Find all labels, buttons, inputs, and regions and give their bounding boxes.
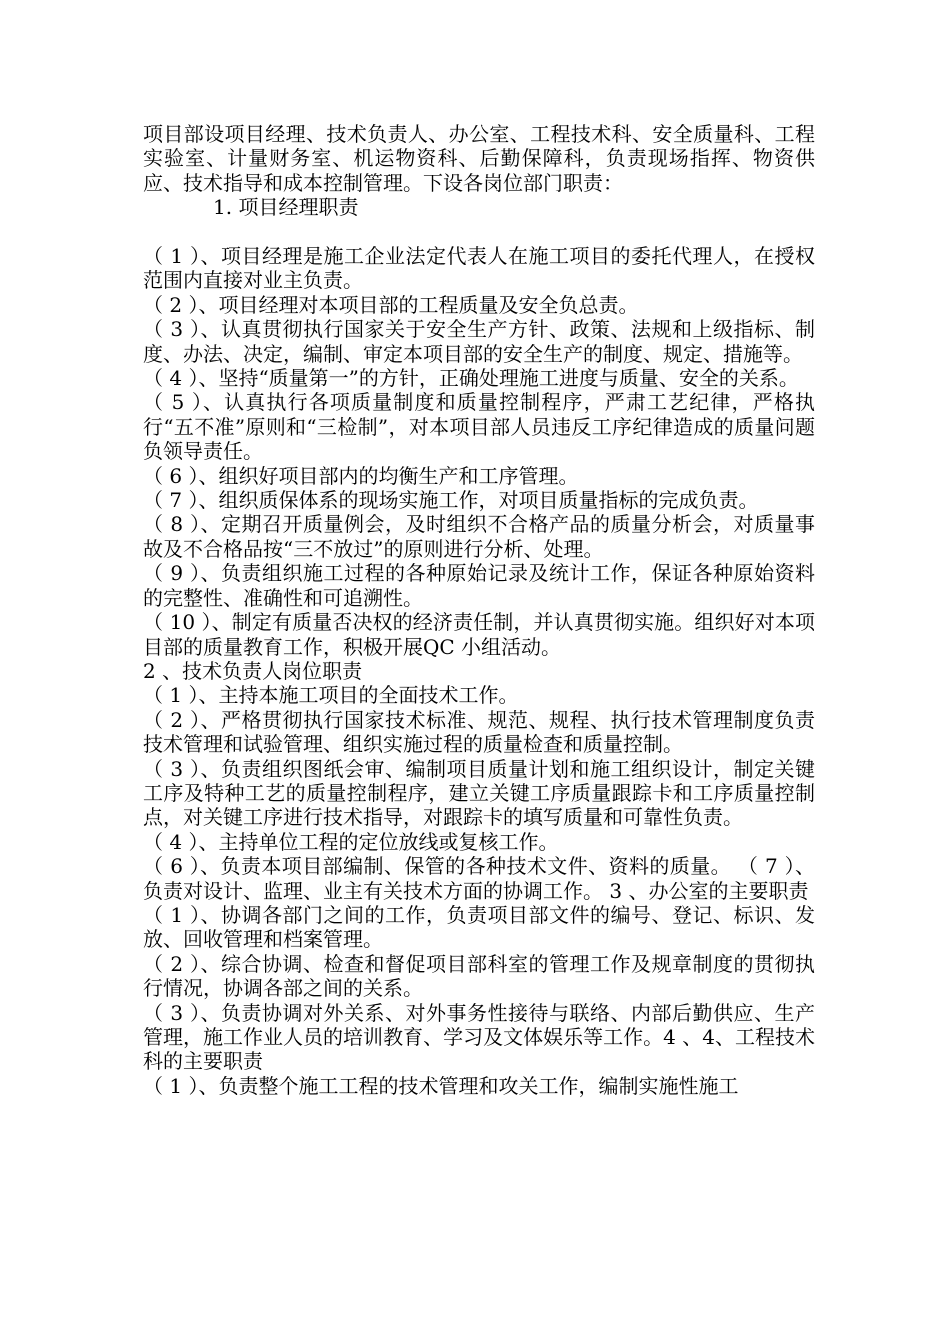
- intro-paragraph: 项目部设项目经理、技术负责人、办公室、工程技术科、安全质量科、工程实验室、计量财务室、机运物资科、后勤保障科，负责现场指挥、物资供应、技术指导和成本控制管理。下设各岗位部门职责：: [143, 122, 815, 195]
- s1-item-9: （ 9 ）、负责组织施工过程的各种原始记录及统计工作，保证各种原始资料的完整性、准确性和可追溯性。: [143, 561, 815, 610]
- s1-item-1: （ 1 ）、项目经理是施工企业法定代表人在施工项目的委托代理人，在授权范围内直接对业主负责。: [143, 244, 815, 293]
- blank-line: [143, 220, 815, 244]
- s1-item-4: （ 4 ）、坚持“质量第一”的方针，正确处理施工进度与质量、安全的关系。: [143, 366, 799, 391]
- s1-item-7: （ 7 ）、组织质保体系的现场实施工作，对项目质量指标的完成负责。: [143, 488, 759, 513]
- s1-item-8: （ 8 ）、定期召开质量例会，及时组织不合格产品的质量分析会，对质量事故及不合格品按“三不放过”的原则进行分析、处理。: [143, 512, 815, 561]
- s4-item-1: （ 1 ）、负责整个施工工程的技术管理和攻关工作，编制实施性施工: [143, 1073, 739, 1098]
- s3-item-2: （ 2 ）、综合协调、检查和督促项目部科室的管理工作及规章制度的贯彻执行情况，协调各部之间的关系。: [143, 951, 815, 1001]
- s2-item-6: （ 6 ）、负责本项目部编制、保管的各种技术文件、资料的质量。 （ 7 ）、负责对设计、监理、业主有关技术方面的协调工作。 3 、办公室的主要职责: [143, 854, 815, 903]
- section-2-heading: 2 、技术负责人岗位职责: [143, 658, 363, 683]
- s3-item-3: （ 3 ）、负责协调对外关系、对外事务性接待与联络、内部后勤供应、生产管理，施工作业人员的培训教育、学习及文体娱乐等工作。4 、4、工程技术科的主要职责: [143, 1000, 815, 1074]
- s3-item-1: （ 1 ）、协调各部门之间的工作，负责项目部文件的编号、登记、标识、发放、回收管理和档案管理。: [143, 902, 815, 952]
- s1-item-5: （ 5 ）、认真执行各项质量制度和质量控制程序，严肃工艺纪律，严格执行“五不准”原则和“三检制”，对本项目部人员违反工序纪律造成的质量问题负领导责任。: [143, 390, 815, 464]
- s2-item-2: （ 2 ）、严格贯彻执行国家技术标准、规范、规程、执行技术管理制度负责技术管理和试验管理、组织实施过程的质量检查和质量控制。: [143, 707, 815, 757]
- s2-item-4: （ 4 ）、主持单位工程的定位放线或复核工作。: [143, 829, 559, 854]
- section-1-heading: 1. 项目经理职责: [213, 195, 359, 220]
- s1-item-6: （ 6 ）、组织好项目部内的均衡生产和工序管理。: [143, 463, 579, 488]
- s2-item-1: （ 1 ）、主持本施工项目的全面技术工作。: [143, 683, 519, 708]
- document-page: [143, 122, 815, 1098]
- s2-item-3: （ 3 ）、负责组织图纸会审、编制项目质量计划和施工组织设计，制定关键工序及特种工艺的质量控制程序，建立关键工序质量跟踪卡和工序质量控制点，对关键工序进行技术指导，对跟踪卡的填写质量和可靠性负责。: [143, 756, 815, 830]
- s1-item-10: （ 10 ）、制定有质量否决权的经济责任制，并认真贯彻实施。组织好对本项目部的质量教育工作，积极开展QC 小组活动。: [143, 610, 815, 659]
- s1-item-2: （ 2 ）、项目经理对本项目部的工程质量及安全负总责。: [143, 292, 639, 317]
- s1-item-3: （ 3 ）、认真贯彻执行国家关于安全生产方针、政策、法规和上级指标、制度、办法、决定，编制、审定本项目部的安全生产的制度、规定、措施等。: [143, 317, 815, 366]
